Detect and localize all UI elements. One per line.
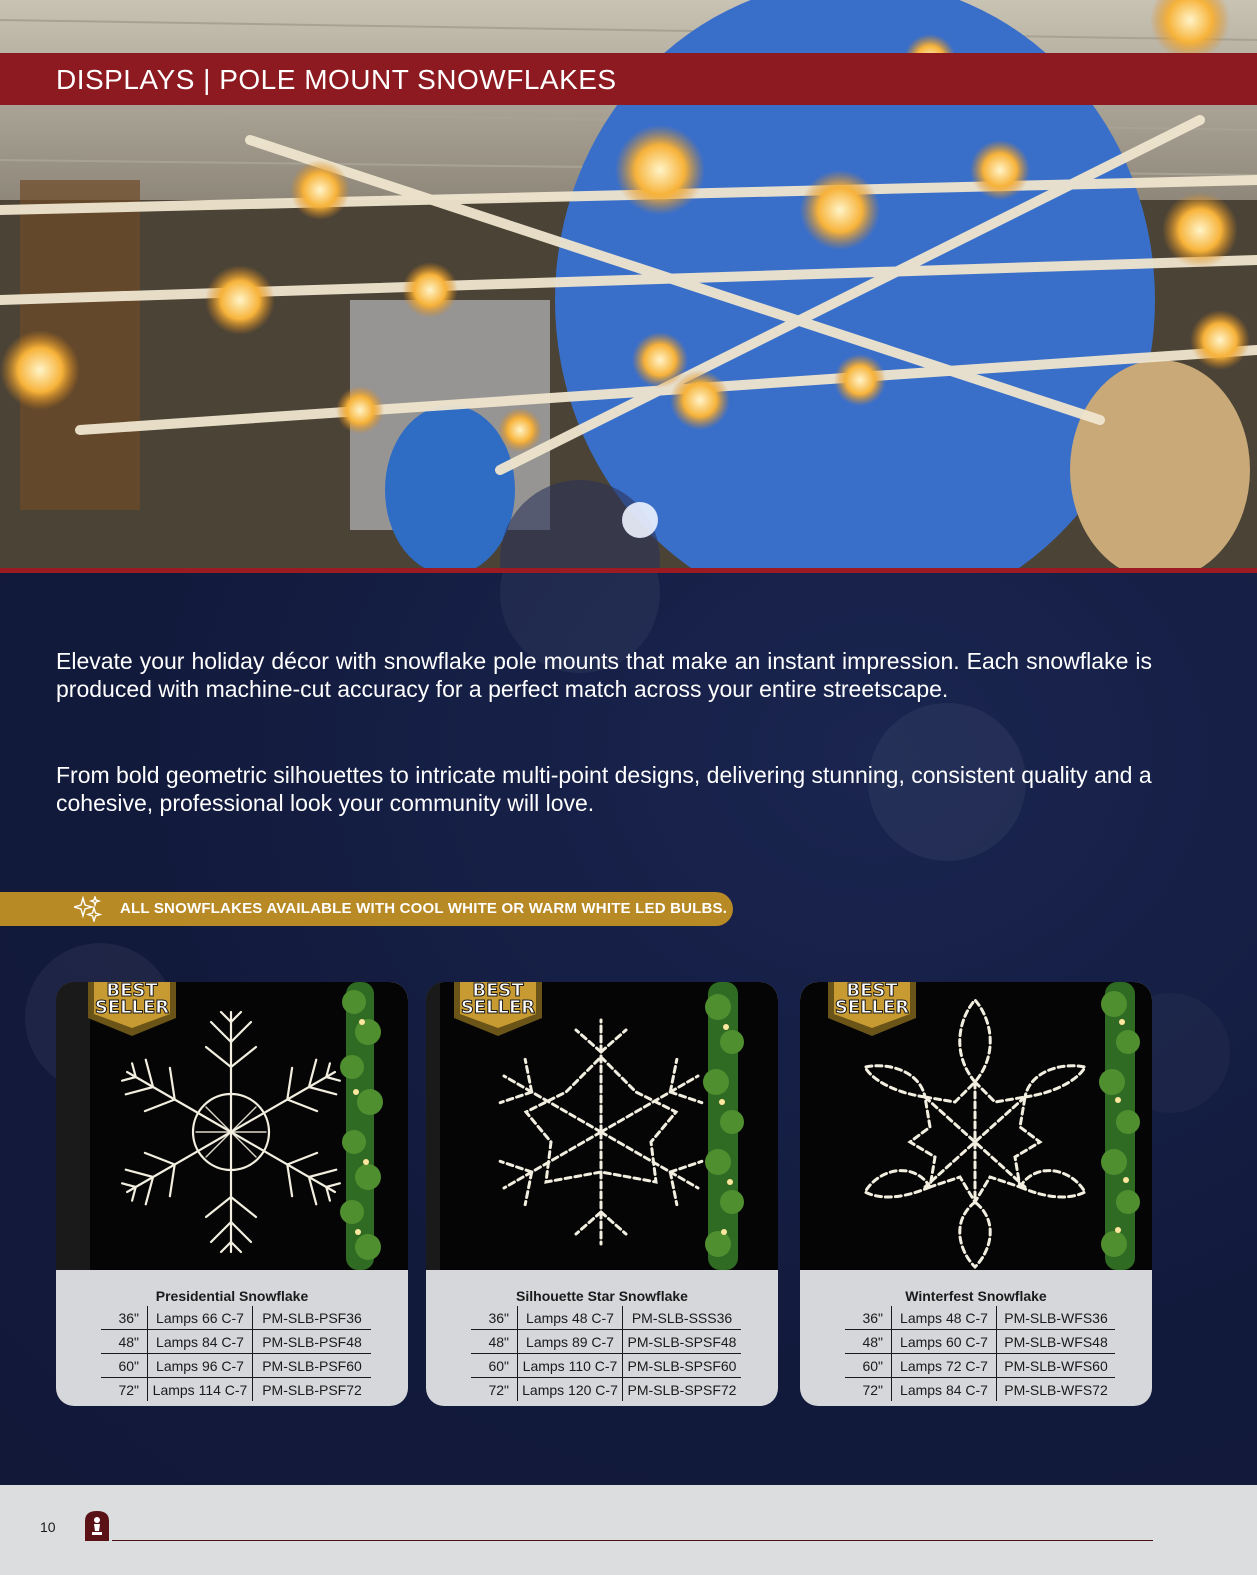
page-title: DISPLAYS | POLE MOUNT SNOWFLAKES bbox=[56, 64, 617, 95]
badge-line-2: SELLER bbox=[460, 997, 536, 1018]
badge-line-2: SELLER bbox=[834, 997, 910, 1018]
table-row bbox=[101, 1378, 371, 1402]
product-name: Winterfest Snowflake bbox=[905, 1288, 1047, 1304]
page-number: 10 bbox=[40, 1519, 56, 1535]
table-row bbox=[471, 1354, 741, 1378]
spec-panel bbox=[800, 1270, 1152, 1406]
lamps-cell: Lamps 66 C-7 bbox=[148, 1306, 253, 1330]
lamps-cell: Lamps 114 C-7 bbox=[148, 1378, 253, 1402]
lamps-cell: Lamps 48 C-7 bbox=[518, 1306, 623, 1330]
led-availability-banner bbox=[0, 892, 733, 926]
product-card-presidential bbox=[56, 982, 408, 1406]
size-cell: 36" bbox=[101, 1306, 148, 1330]
spec-table bbox=[471, 1306, 741, 1401]
lamps-cell: Lamps 84 C-7 bbox=[892, 1378, 997, 1402]
size-cell: 48" bbox=[845, 1330, 892, 1354]
part-number-cell: PM-SLB-WFS60 bbox=[997, 1354, 1116, 1378]
spec-panel bbox=[56, 1270, 408, 1406]
badge-line-1: BEST bbox=[106, 982, 158, 1001]
lamps-cell: Lamps 48 C-7 bbox=[892, 1306, 997, 1330]
lamps-cell: Lamps 120 C-7 bbox=[518, 1378, 623, 1402]
page-footer bbox=[0, 1485, 1257, 1575]
size-cell: 72" bbox=[471, 1378, 518, 1402]
lamps-cell: Lamps 72 C-7 bbox=[892, 1354, 997, 1378]
sparkle-icon bbox=[74, 896, 102, 922]
size-cell: 36" bbox=[845, 1306, 892, 1330]
table-row bbox=[845, 1354, 1115, 1378]
part-number-cell: PM-SLB-SPSF72 bbox=[627, 1381, 737, 1398]
size-cell: 48" bbox=[471, 1330, 518, 1354]
table-row bbox=[101, 1306, 371, 1330]
table-row bbox=[101, 1330, 371, 1354]
chess-pawn-logo-icon bbox=[82, 1511, 112, 1541]
part-number-cell: PM-SLB-PSF48 bbox=[253, 1330, 372, 1354]
size-cell: 36" bbox=[471, 1306, 518, 1330]
badge-line-2: SELLER bbox=[94, 997, 170, 1018]
badge-line-1: BEST bbox=[846, 982, 898, 1001]
lamps-cell: Lamps 89 C-7 bbox=[518, 1330, 623, 1354]
table-row bbox=[845, 1330, 1115, 1354]
lamps-cell: Lamps 96 C-7 bbox=[148, 1354, 253, 1378]
intro-paragraph-1: Elevate your holiday décor with snowflake pole mounts that make an instant impression. Each snowflake is produced with machine-cut accuracy for a perfect match across your entire streetscape. bbox=[56, 648, 1152, 702]
banner-text: ALL SNOWFLAKES AVAILABLE WITH COOL WHITE OR WARM WHITE LED BULBS. bbox=[120, 900, 728, 917]
spec-table bbox=[845, 1306, 1115, 1401]
intro-paragraph-2: From bold geometric silhouettes to intricate multi-point designs, delivering stunning, consistent quality and a cohesive, professional look your community will love. bbox=[56, 762, 1152, 816]
product-name: Presidential Snowflake bbox=[155, 1288, 309, 1304]
best-seller-badge bbox=[86, 982, 178, 1044]
table-row bbox=[101, 1354, 371, 1378]
part-number-cell: PM-SLB-WFS48 bbox=[997, 1330, 1116, 1354]
part-number-cell: PM-SLB-PSF36 bbox=[253, 1306, 372, 1330]
product-name: Silhouette Star Snowflake bbox=[516, 1288, 688, 1304]
lamps-cell: Lamps 84 C-7 bbox=[148, 1330, 253, 1354]
size-cell: 60" bbox=[845, 1354, 892, 1378]
table-row bbox=[845, 1306, 1115, 1330]
badge-line-1: BEST bbox=[472, 982, 524, 1001]
footer-rule bbox=[112, 1540, 1153, 1541]
lamps-cell: Lamps 60 C-7 bbox=[892, 1330, 997, 1354]
size-cell: 60" bbox=[101, 1354, 148, 1378]
best-seller-badge bbox=[452, 982, 544, 1044]
table-row bbox=[471, 1378, 741, 1402]
part-number-cell: PM-SLB-SSS36 bbox=[623, 1306, 742, 1330]
table-row bbox=[471, 1306, 741, 1330]
lamps-cell: Lamps 110 C-7 bbox=[518, 1354, 623, 1378]
size-cell: 60" bbox=[471, 1354, 518, 1378]
section-title-bar bbox=[0, 53, 1257, 105]
part-number-cell: PM-SLB-WFS72 bbox=[1004, 1381, 1108, 1398]
product-card-winterfest bbox=[800, 982, 1152, 1406]
part-number-cell: PM-SLB-PSF60 bbox=[253, 1354, 372, 1378]
product-card-silhouette-star bbox=[426, 982, 778, 1406]
table-row bbox=[845, 1378, 1115, 1402]
size-cell: 72" bbox=[845, 1378, 892, 1402]
best-seller-badge bbox=[826, 982, 918, 1044]
part-number-cell: PM-SLB-PSF72 bbox=[262, 1381, 362, 1398]
size-cell: 72" bbox=[101, 1378, 148, 1402]
part-number-cell: PM-SLB-SPSF48 bbox=[623, 1330, 742, 1354]
size-cell: 48" bbox=[101, 1330, 148, 1354]
table-row bbox=[471, 1330, 741, 1354]
spec-table bbox=[101, 1306, 371, 1401]
part-number-cell: PM-SLB-SPSF60 bbox=[623, 1354, 742, 1378]
part-number-cell: PM-SLB-WFS36 bbox=[997, 1306, 1116, 1330]
spec-panel bbox=[426, 1270, 778, 1406]
